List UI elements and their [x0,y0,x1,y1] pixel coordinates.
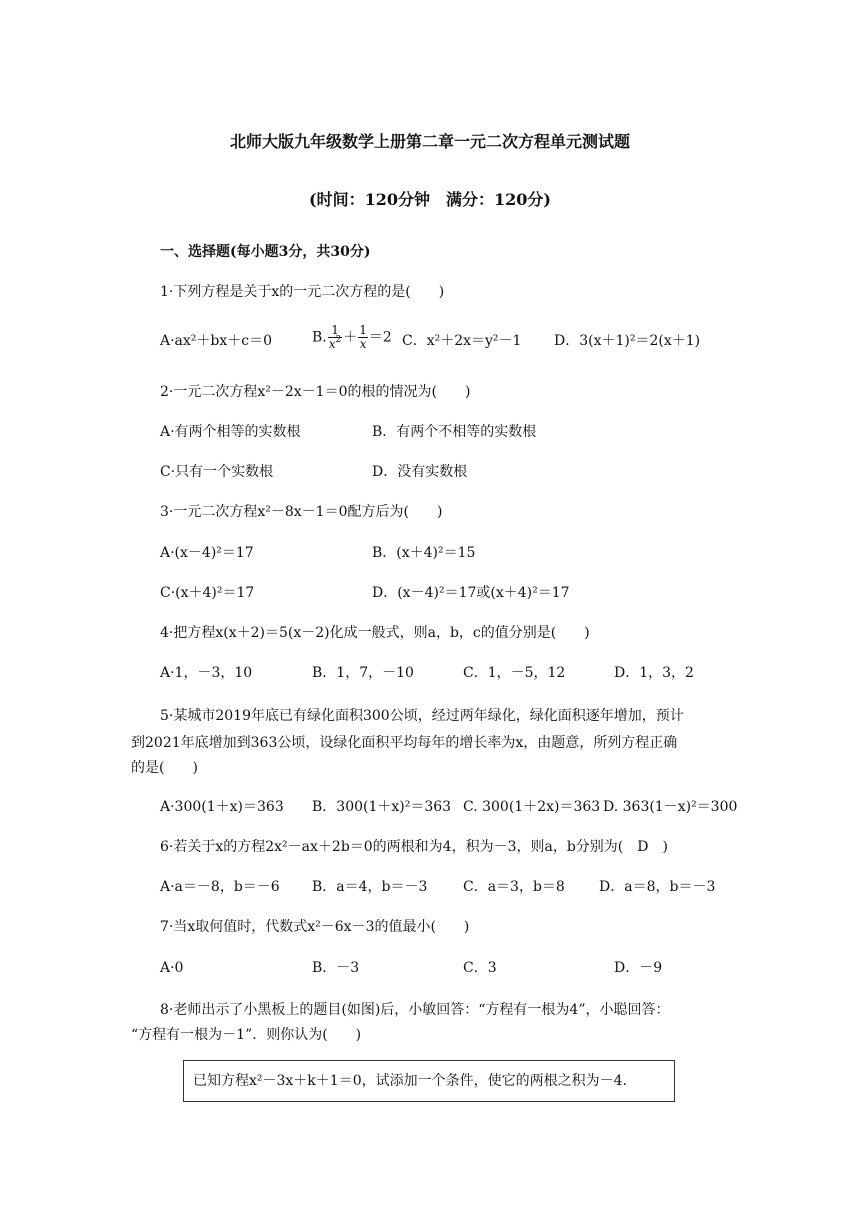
question-6-option-b: B．a＝4，b＝－3 [312,879,428,895]
question-3-option-c: C·(x＋4)²＝17 [160,585,255,601]
section-heading: 一、选择题(每小题3分，共30分) [160,244,371,260]
question-4-option-d: D．1，3，2 [614,665,694,681]
question-5-stem-line-1: 5·某城市2019年底已有绿化面积300公顷，经过两年绿化，绿化面积逐年增加，预计 [160,708,684,724]
question-3-option-a: A·(x－4)²＝17 [160,545,254,561]
question-7-option-d: D．－9 [614,960,663,976]
question-2-option-a: A·有两个相等的实数根 [160,424,301,440]
question-4-option-c: C．1，－5，12 [463,665,566,681]
question-2-option-c: C·只有一个实数根 [160,464,274,480]
question-4-stem: 4·把方程x(x＋2)＝5(x－2)化成一般式，则a，b，c的值分别是( ) [160,625,590,641]
question-2-stem: 2·一元二次方程x²－2x－1＝0的根的情况为( ) [160,384,471,400]
question-7-option-b: B．－3 [312,960,360,976]
question-5-stem-line-3: 的是( ) [131,760,198,776]
question-1-option-d: D．3(x＋1)²＝2(x＋1) [554,333,701,349]
question-6-option-d: D．a＝8，b＝－3 [599,879,716,895]
question-7-option-c: C．3 [463,960,497,976]
question-3-stem: 3·一元二次方程x²－8x－1＝0配方后为( ) [160,504,443,520]
question-2-option-b: B．有两个不相等的实数根 [372,424,537,440]
question-8-stem-line-1: 8·老师出示了小黑板上的题目(如图)后，小敏回答：“方程有一根为4”，小聪回答： [160,1002,670,1018]
blackboard-problem-text: 已知方程x²－3x＋k＋1＝0，试添加一个条件，使它的两根之积为－4. [193,1073,627,1089]
question-3-option-d: D．(x－4)²＝17或(x＋4)²＝17 [372,585,570,601]
question-7-stem: 7·当x取何值时，代数式x²－6x－3的值最小( ) [160,919,470,935]
question-8-stem-line-2: “方程有一根为－1”．则你认为( ) [131,1027,362,1043]
question-3-option-b: B．(x＋4)²＝15 [372,545,476,561]
question-6-stem: 6·若关于x的方程2x²－ax＋2b＝0的两根和为4，积为－3，则a，b分别为( D ) [160,839,668,855]
question-4-option-b: B．1，7，－10 [312,665,414,681]
question-1-option-c: C．x²＋2x＝y²－1 [402,333,522,349]
question-4-option-a: A·1，－3，10 [160,665,253,681]
question-6-option-a: A·a＝－8，b＝－6 [160,879,280,895]
question-1-option-a: A·ax²＋bx＋c＝0 [160,333,273,349]
fraction-1-over-x-squared: $\frac{1}{x^2}$ [328,323,342,351]
question-1-stem: 1·下列方程是关于x的一元二次方程的是( ) [160,284,445,300]
page-title: 北师大版九年级数学上册第二章一元二次方程单元测试题 [229,132,630,151]
question-5-stem-line-2: 到2021年底增加到363公顷，设绿化面积平均每年的增长率为x，由题意，所列方程正确 [131,735,678,751]
question-6-option-c: C．a＝3，b＝8 [463,879,565,895]
question-1-option-b: B. $\frac{1}{x^2}$ ＋ $\frac{1}{x}$ ＝2 [312,323,392,351]
exam-time-score: (时间：120分钟 满分：120分) [309,190,551,209]
question-7-option-a: A·0 [160,960,184,976]
question-5-option-c: C. 300(1＋2x)＝363 [463,799,601,815]
question-5-option-a: A·300(1＋x)＝363 [160,799,284,815]
question-5-option-d: D. 363(1－x)²＝300 [603,799,738,815]
blackboard-problem-box [183,1060,675,1102]
question-5-option-b: B．300(1＋x)²＝363 [312,799,452,815]
question-2-option-d: D．没有实数根 [372,464,468,480]
fraction-1-over-x: $\frac{1}{x}$ [359,323,367,351]
